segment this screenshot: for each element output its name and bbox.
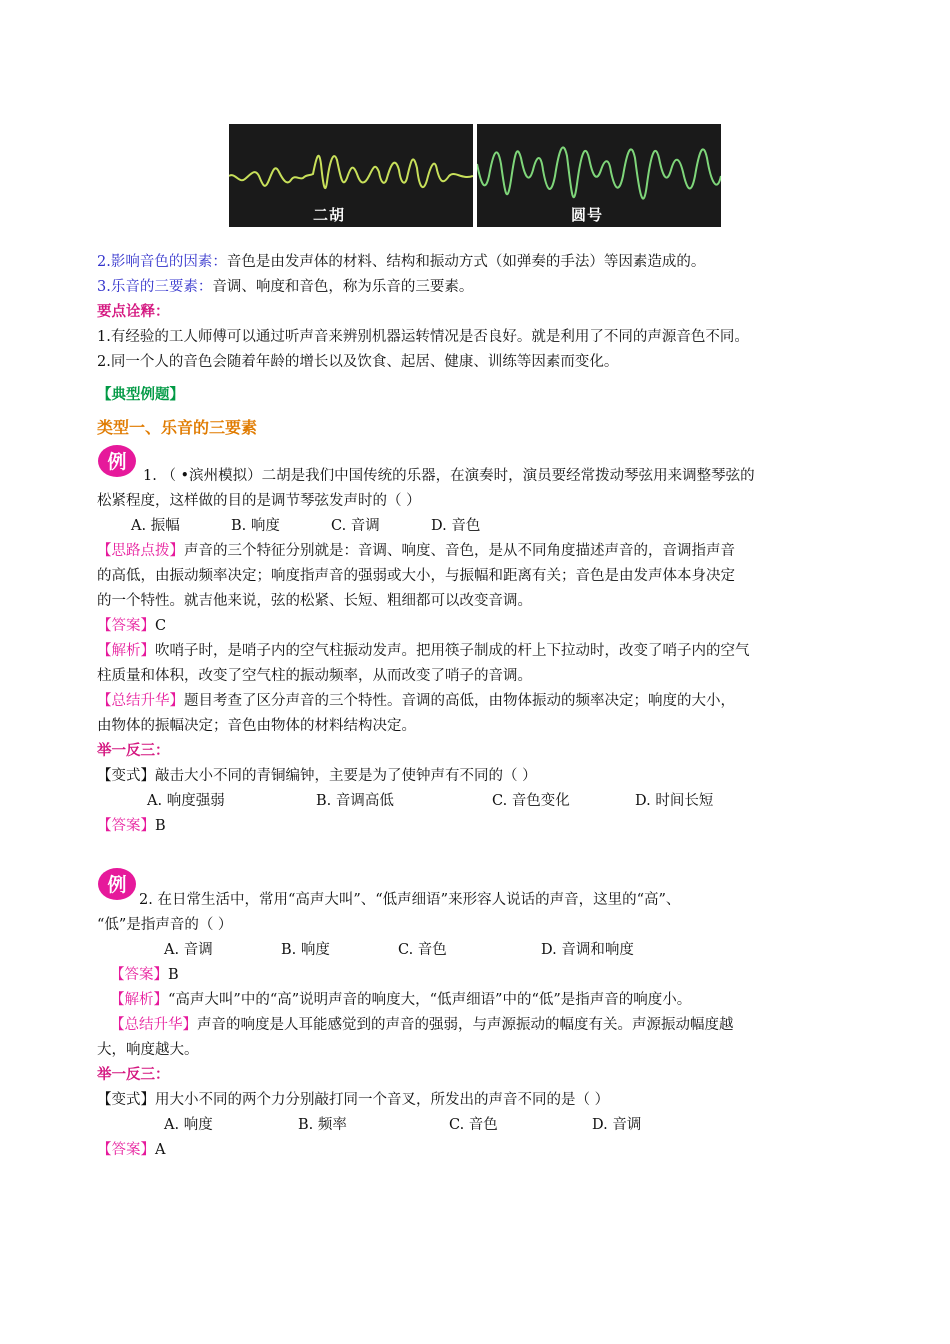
ex2-summary-line1 [110, 1013, 870, 1037]
ex1-summary-line1 [97, 689, 857, 713]
ex1-variant-option-d: D. 时间长短 [635, 793, 714, 809]
three-elements-line [97, 275, 857, 299]
type-one-title: 类型一、乐音的三要素 [97, 418, 258, 437]
ex1-question-line1: 1. （ •滨州模拟）二胡是我们中国传统的乐器，在演奏时，演员要经常拨动琴弦用来调整琴弦的 [143, 468, 755, 484]
ex2-option-c: C. 音色 [398, 942, 447, 958]
ex2-option-b: B. 响度 [281, 942, 330, 958]
ex2-variant-option-d: D. 音调 [592, 1117, 642, 1133]
examples-header: 【典型例题】 [97, 386, 184, 403]
ex2-variant-option-b: B. 频率 [298, 1117, 347, 1133]
ex1-variant-line [97, 764, 857, 788]
ex1-summary-text1: 题目考查了区分声音的三个特性。音调的高低，由物体振动的频率决定；响度的大小， [184, 693, 735, 709]
ex2-summary-text1: 声音的响度是人耳能感觉到的声音的强弱，与声源振动的幅度有关。声源振动幅度越 [197, 1017, 734, 1033]
ex2-question-line1: 2. 在日常生活中，常用“高声大叫”、“低声细语”来形容人说话的声音，这里的“高”、 [139, 892, 681, 908]
ex2-variant-tag: 【变式】 [97, 1092, 155, 1108]
ex1-hint-line3: 的一个特性。就吉他来说，弦的松紧、长短、粗细都可以改变音调。 [97, 593, 532, 609]
ex1-question-line2: 松紧程度，这样做的目的是调节琴弦发声时的（ ） [97, 493, 421, 509]
ex1-answer-line [97, 614, 857, 638]
example-badge-char: 例 [107, 451, 127, 473]
factors-text: 音色是由发声体的材料、结构和振动方式（如弹奏的手法）等因素造成的。 [226, 254, 706, 270]
ex1-variant-option-a: A. 响度强弱 [147, 793, 225, 809]
yuanhao-label: 圆号 [571, 206, 604, 224]
example-badge-char-2: 例 [107, 874, 127, 896]
ex2-question-line2: “低”是指声音的（ ） [97, 917, 233, 933]
factors-line [97, 250, 857, 274]
ex1-variant-tag: 【变式】 [97, 768, 155, 784]
ex1-option-b: B. 响度 [231, 518, 280, 534]
ex1-analysis-text1: 吹哨子时，是哨子内的空气柱振动发声。把用筷子制成的杆上下拉动时，改变了哨子内的空气 [155, 643, 750, 659]
ex1-hint-line2: 的高低，由振动频率决定；响度指声音的强弱或大小，与振幅和距离有关；音色是由发声体本身决定 [97, 568, 735, 584]
ex1-summary-tag: 【总结升华】 [97, 693, 184, 709]
ex1-option-a: A. 振幅 [131, 518, 180, 534]
key-points-title: 要点诠释： [97, 303, 170, 320]
example-badge-icon [97, 443, 139, 479]
three-elements-number-label: 3.乐音的三要素： [97, 279, 213, 295]
ex1-option-d: D. 音色 [431, 518, 481, 534]
ex2-answer: B [168, 967, 179, 983]
erhu-label: 二胡 [313, 206, 346, 224]
ex2-option-a: A. 音调 [164, 942, 213, 958]
ex1-answer: C [155, 618, 167, 634]
example-badge-icon-2 [97, 866, 139, 902]
ex1-variant-option-c: C. 音色变化 [492, 793, 570, 809]
ex1-variant-options [147, 789, 907, 813]
ex2-analysis: “高声大叫”中的“高”说明声音的响度大，“低声细语”中的“低”是指声音的响度小。 [168, 992, 692, 1008]
erhu-waveform [229, 124, 473, 227]
ex2-summary-line2: 大，响度越大。 [97, 1042, 199, 1058]
ex1-variant-question: 敲击大小不同的青铜编钟，主要是为了使钟声有不同的（ ） [155, 768, 537, 784]
ex1-hint-text1: 声音的三个特征分别就是：音调、响度、音色，是从不同角度描述声音的，音调指声音 [184, 543, 735, 559]
ex2-variant-answer-tag: 【答案】 [97, 1142, 155, 1158]
ex1-hint-tag: 【思路点拨】 [97, 543, 184, 559]
three-elements-text: 音调、响度和音色，称为乐音的三要素。 [212, 279, 474, 295]
ex2-option-d: D. 音调和响度 [541, 942, 634, 958]
ex1-variant-answer-line [97, 814, 857, 838]
ex1-practice-title: 举一反三： [97, 742, 170, 759]
ex1-answer-tag: 【答案】 [97, 618, 155, 634]
ex2-variant-question: 用大小不同的两个力分别敲打同一个音叉，所发出的声音不同的是（ ） [155, 1092, 610, 1108]
erhu-waveform-panel [229, 124, 473, 227]
ex2-options [164, 938, 924, 962]
ex1-analysis-tag: 【解析】 [97, 643, 155, 659]
waveform-figure [229, 124, 721, 227]
ex1-variant-answer-tag: 【答案】 [97, 818, 155, 834]
ex2-variant-answer: A [155, 1142, 166, 1158]
factors-number-label: 2.影响音色的因素： [97, 254, 227, 270]
yuanhao-waveform-panel [477, 124, 721, 227]
ex1-analysis-line1 [97, 639, 857, 663]
key-point-2: 2.同一个人的音色会随着年龄的增长以及饮食、起居、健康、训练等因素而变化。 [97, 354, 619, 370]
ex1-summary-line2: 由物体的振幅决定；音色由物体的材料结构决定。 [97, 718, 416, 734]
ex2-answer-tag: 【答案】 [110, 967, 168, 983]
ex1-option-c: C. 音调 [331, 518, 380, 534]
ex2-variant-options [164, 1113, 924, 1137]
key-point-1: 1.有经验的工人师傅可以通过听声音来辨别机器运转情况是否良好。就是利用了不同的声源音色不同。 [97, 329, 749, 345]
ex2-answer-line [110, 963, 870, 987]
ex2-summary-tag: 【总结升华】 [110, 1017, 197, 1033]
ex2-analysis-tag: 【解析】 [110, 992, 168, 1008]
ex2-variant-answer-line [97, 1138, 857, 1162]
ex1-variant-option-b: B. 音调高低 [316, 793, 394, 809]
ex1-options [131, 514, 891, 538]
ex2-analysis-line [110, 988, 870, 1012]
ex1-hint-line1 [97, 539, 857, 563]
ex1-analysis-line2: 柱质量和体积，改变了空气柱的振动频率，从而改变了哨子的音调。 [97, 668, 532, 684]
ex2-variant-option-a: A. 响度 [164, 1117, 213, 1133]
ex1-variant-answer: B [155, 818, 166, 834]
ex2-practice-title: 举一反三： [97, 1066, 170, 1083]
ex2-variant-line [97, 1088, 857, 1112]
ex2-variant-option-c: C. 音色 [449, 1117, 498, 1133]
